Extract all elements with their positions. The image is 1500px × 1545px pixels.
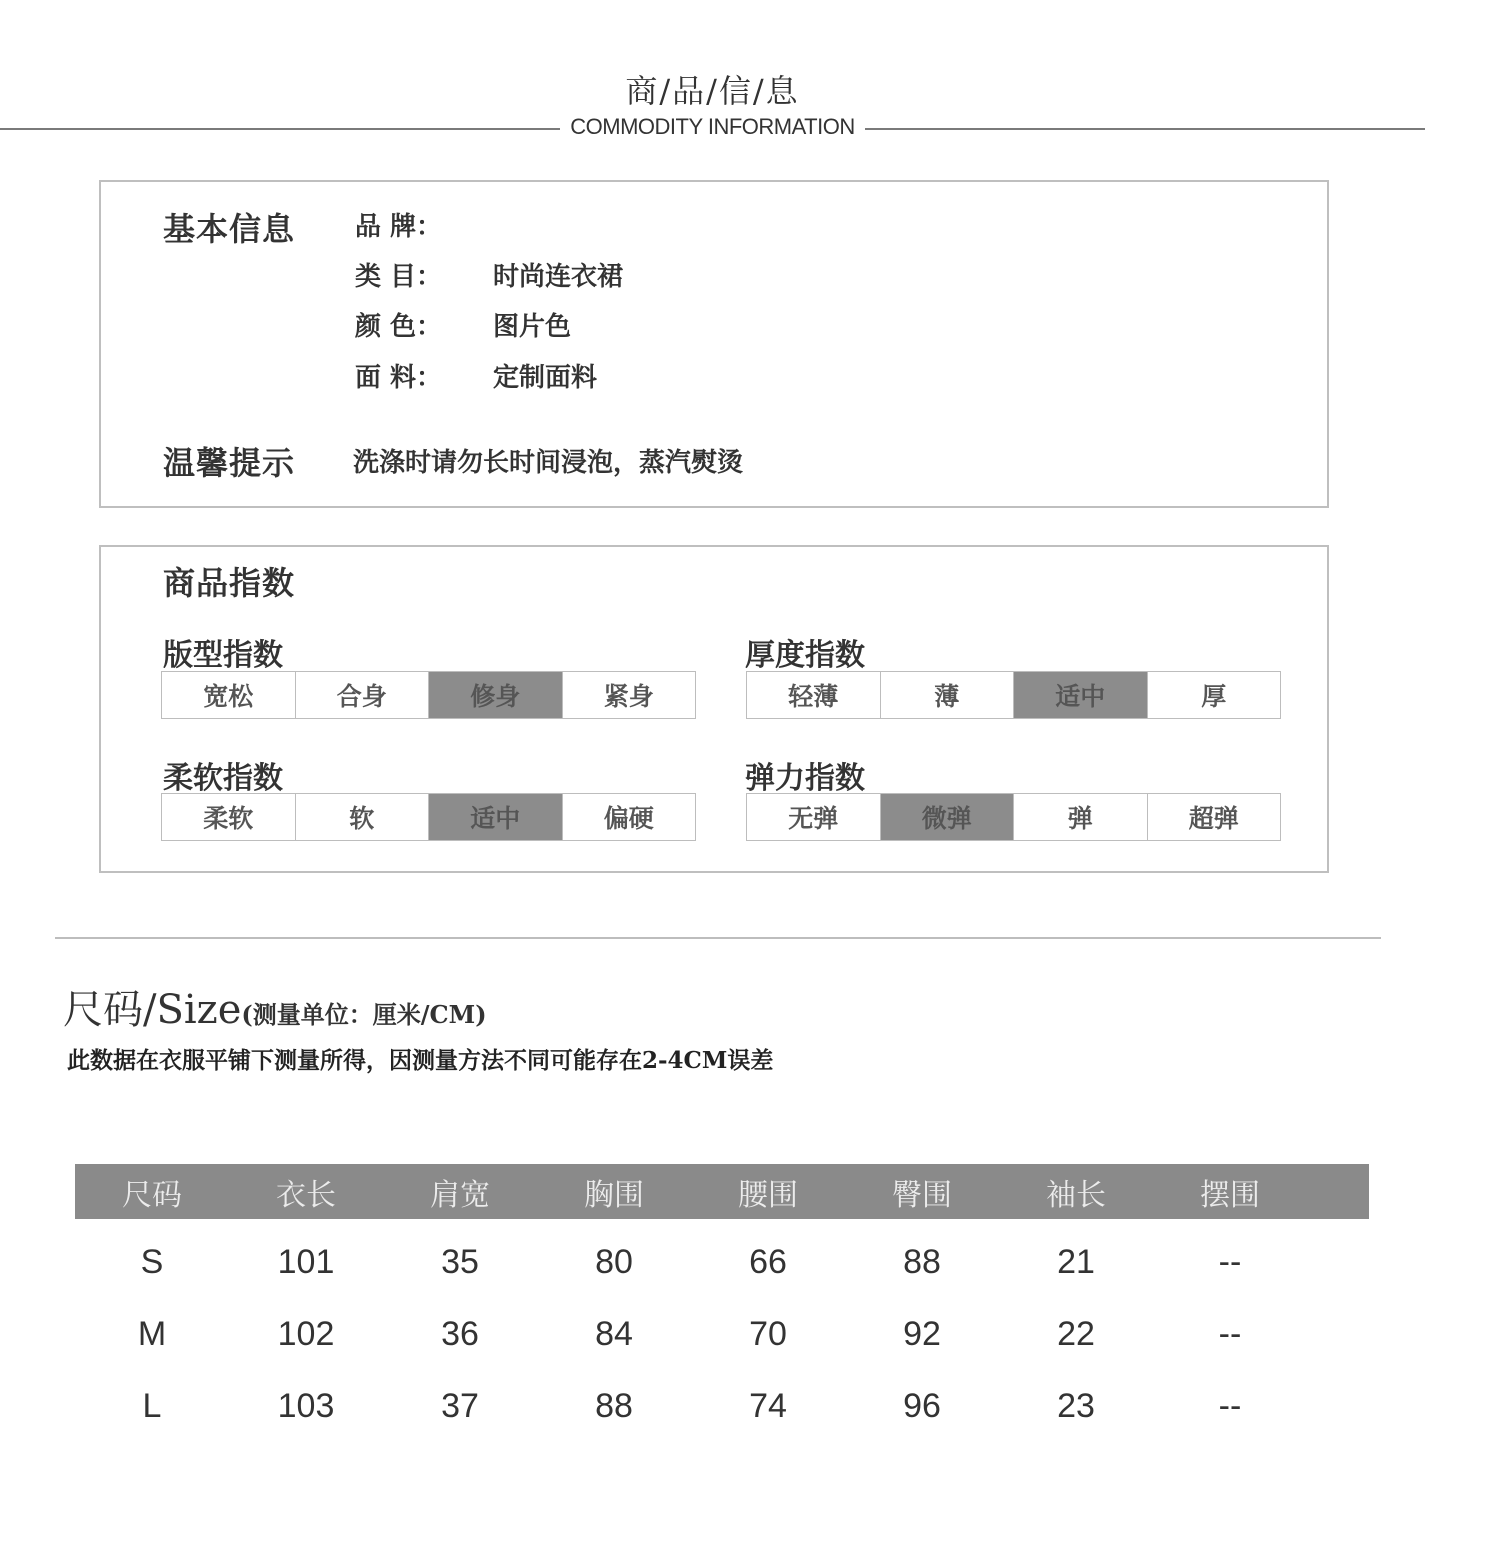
table-cell: --	[1218, 1314, 1242, 1353]
fit-option: 合身	[296, 672, 430, 718]
care-tip-text: 洗涤时请勿长时间浸泡，蒸汽熨烫	[353, 448, 744, 478]
column-header: 袖长	[1046, 1177, 1106, 1213]
category-value: 时尚连衣裙	[493, 262, 624, 292]
table-cell: 21	[1057, 1242, 1095, 1281]
table-cell: 35	[441, 1242, 479, 1281]
thickness-option: 厚	[1201, 682, 1227, 711]
size-table-header	[75, 1164, 1369, 1219]
thickness-option: 薄	[881, 672, 1015, 718]
size-title-text: 尺码/Size	[63, 987, 242, 1033]
column-header: 胸围	[584, 1177, 644, 1213]
section-title-cn: 商/品/信/息	[625, 72, 800, 110]
fit-index-scale	[161, 671, 696, 719]
thickness-option: 适中	[1014, 672, 1148, 718]
elasticity-index-title: 弹力指数	[745, 761, 865, 796]
table-cell: 92	[903, 1314, 941, 1353]
fit-option: 紧身	[603, 682, 654, 711]
column-header: 尺码	[122, 1177, 182, 1213]
table-cell: 88	[595, 1386, 633, 1425]
color-value: 图片色	[493, 312, 572, 342]
size-note: 此数据在衣服平铺下测量所得，因测量方法不同可能存在2-4CM误差	[67, 1047, 774, 1074]
table-cell: 70	[749, 1314, 787, 1353]
softness-index-scale	[161, 793, 696, 841]
elasticity-option: 弹	[1014, 794, 1148, 840]
table-cell: --	[1218, 1242, 1242, 1281]
care-tip-label: 温馨提示	[163, 444, 296, 482]
brand-key: 品 牌：	[355, 212, 443, 242]
table-cell: 66	[749, 1242, 787, 1281]
table-cell: S	[140, 1242, 164, 1281]
table-cell: L	[142, 1386, 162, 1425]
column-header: 肩宽	[430, 1177, 490, 1213]
table-cell: --	[1218, 1386, 1242, 1425]
elasticity-index-scale	[746, 793, 1281, 841]
elasticity-option: 超弹	[1188, 804, 1239, 833]
softness-option: 软	[296, 794, 430, 840]
thickness-index-title: 厚度指数	[745, 638, 865, 673]
elasticity-option: 微弹	[881, 794, 1015, 840]
table-cell: 37	[441, 1386, 479, 1425]
section-title-en: COMMODITY INFORMATION	[0, 114, 1425, 140]
section-divider	[55, 937, 1381, 939]
thickness-option: 轻薄	[747, 672, 881, 718]
fit-option: 修身	[429, 672, 563, 718]
softness-option: 柔软	[162, 794, 296, 840]
table-cell: 84	[595, 1314, 633, 1353]
thickness-index-scale	[746, 671, 1281, 719]
table-cell: 74	[749, 1386, 787, 1425]
table-row	[75, 1226, 1369, 1298]
fabric-key: 面 料：	[355, 363, 443, 393]
product-index-label: 商品指数	[163, 564, 296, 602]
column-header: 衣长	[276, 1177, 336, 1213]
table-cell: 101	[277, 1242, 335, 1281]
table-row	[75, 1298, 1369, 1370]
softness-option: 适中	[429, 794, 563, 840]
column-header: 腰围	[738, 1177, 798, 1213]
table-cell: 80	[595, 1242, 633, 1281]
fit-index-title: 版型指数	[163, 638, 283, 673]
table-cell: 103	[277, 1386, 335, 1425]
table-cell: 36	[441, 1314, 479, 1353]
size-unit: (测量单位：厘米/CM)	[241, 1000, 487, 1029]
column-header: 臀围	[892, 1177, 952, 1213]
fit-option: 宽松	[162, 672, 296, 718]
table-cell: 88	[903, 1242, 941, 1281]
table-cell: M	[137, 1314, 167, 1353]
table-cell: 102	[277, 1314, 335, 1353]
column-header: 摆围	[1200, 1177, 1260, 1213]
table-row	[75, 1370, 1369, 1442]
size-title	[63, 978, 487, 1035]
color-key: 颜 色：	[355, 312, 443, 342]
basic-info-label: 基本信息	[163, 210, 296, 248]
table-cell: 96	[903, 1386, 941, 1425]
softness-option: 偏硬	[603, 804, 654, 833]
elasticity-option: 无弹	[747, 794, 881, 840]
category-key: 类 目：	[355, 262, 443, 292]
softness-index-title: 柔软指数	[163, 761, 283, 796]
table-cell: 23	[1057, 1386, 1095, 1425]
table-cell: 22	[1057, 1314, 1095, 1353]
fabric-value: 定制面料	[493, 363, 598, 393]
